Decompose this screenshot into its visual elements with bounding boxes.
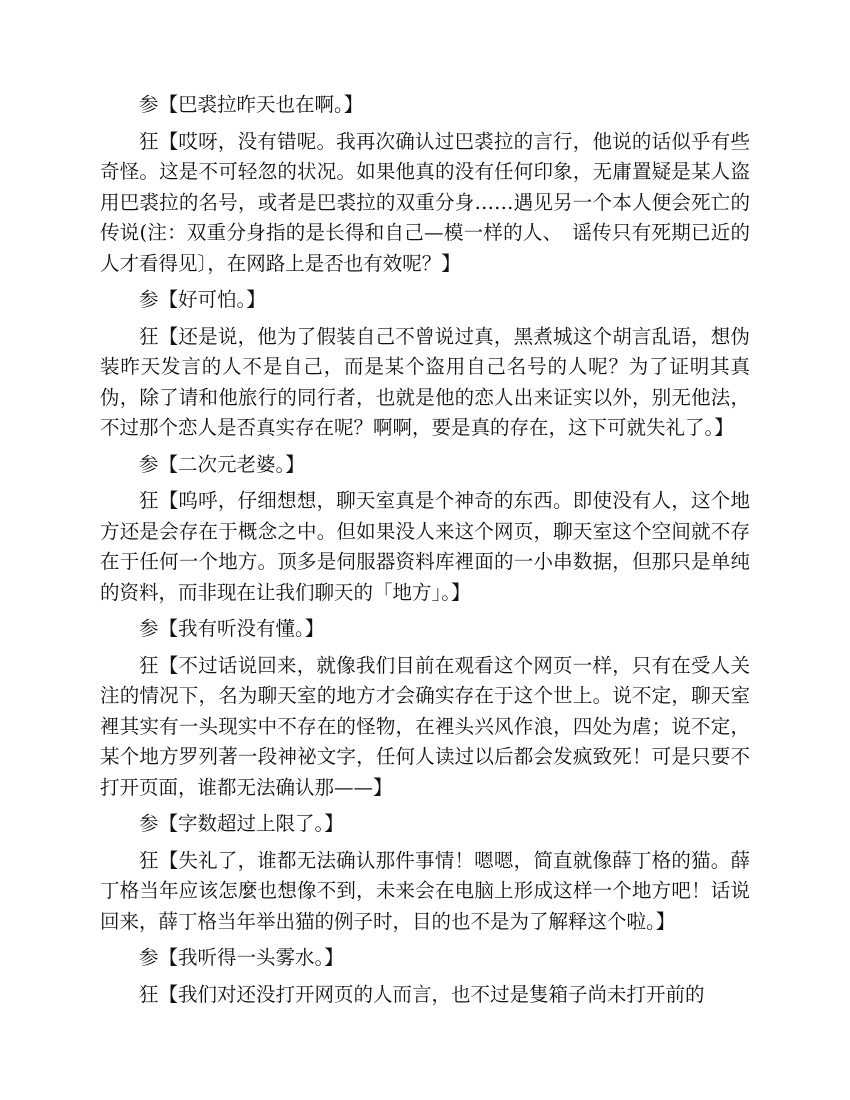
dialogue-line-10: 狂【失礼了，谁都无法确认那件事情！嗯嗯，简直就像薛丁格的猫。薛丁格当年应该怎麼也想像不到，未来会在电脑上形成这样一个地方吧！话说回来，薛丁格当年举出猫的例子时，目的也不是为了解释这个啦。】 <box>100 848 750 933</box>
dialogue-line-2: 狂【哎呀，没有错呢。我再次确认过巴裘拉的言行，他说的话似乎有些奇怪。这是不可轻忽的状况。如果他真的没有任何印象，无庸置疑是某人盗用巴裘拉的名号，或者是巴裘拉的双重分身……遇见另一个本人便会死亡的传说(注：双重分身指的是长得和自己—模一样的人、 谣传只有死期已近的人才看得见〕，在网路上是否也有效呢？】 <box>100 129 750 275</box>
dialogue-line-6: 狂【呜呼，仔细想想，聊天室真是个神奇的东西。即使没有人，这个地方还是会存在于概念之中。但如果没人来这个网页，聊天室这个空间就不存在于任何一个地方。顶多是伺服器资料库裡面的一小串数据，但那只是单纯的资料，而非现在让我们聊天的「地方」。】 <box>100 489 750 604</box>
dialogue-line-8: 狂【不过话说回来，就像我们目前在观看这个网页一样，只有在受人关注的情况下，名为聊天室的地方才会确实存在于这个世上。说不定，聊天室裡其实有一头现实中不存在的怪物，在裡头兴风作浪，四处为虐；说不定，某个地方罗列著一段神祕文字，任何人读过以后都会发疯致死！可是只要不打开页面，谁都无法确认那——】 <box>100 653 750 799</box>
dialogue-line-4: 狂【还是说，他为了假装自己不曾说过真，黑煮城这个胡言乱语，想伪装昨天发言的人不是自己，而是某个盗用自己名号的人呢？为了证明其真伪，除了请和他旅行的同行者，也就是他的恋人出来证实以外，别无他法，不过那个恋人是否真实存在呢？啊啊，要是真的存在，这下可就失礼了。】 <box>100 324 750 439</box>
document-page <box>100 90 750 1030</box>
dialogue-line-12: 狂【我们对还没打开网页的人而言，也不过是隻箱子尚未打开前的 <box>139 982 705 1006</box>
dialogue-line-1: 参【巴裘拉昨天也在啊。】 <box>139 93 364 116</box>
dialogue-line-11: 参【我听得一头雾水。】 <box>139 946 344 969</box>
dialogue-line-5: 参【二次元老婆。】 <box>139 452 305 476</box>
dialogue-line-7: 参【我有听没有懂。】 <box>139 617 325 640</box>
dialogue-line-9: 参【字数超过上限了。】 <box>139 812 344 835</box>
dialogue-line-3: 参【好可怕。】 <box>139 288 266 311</box>
